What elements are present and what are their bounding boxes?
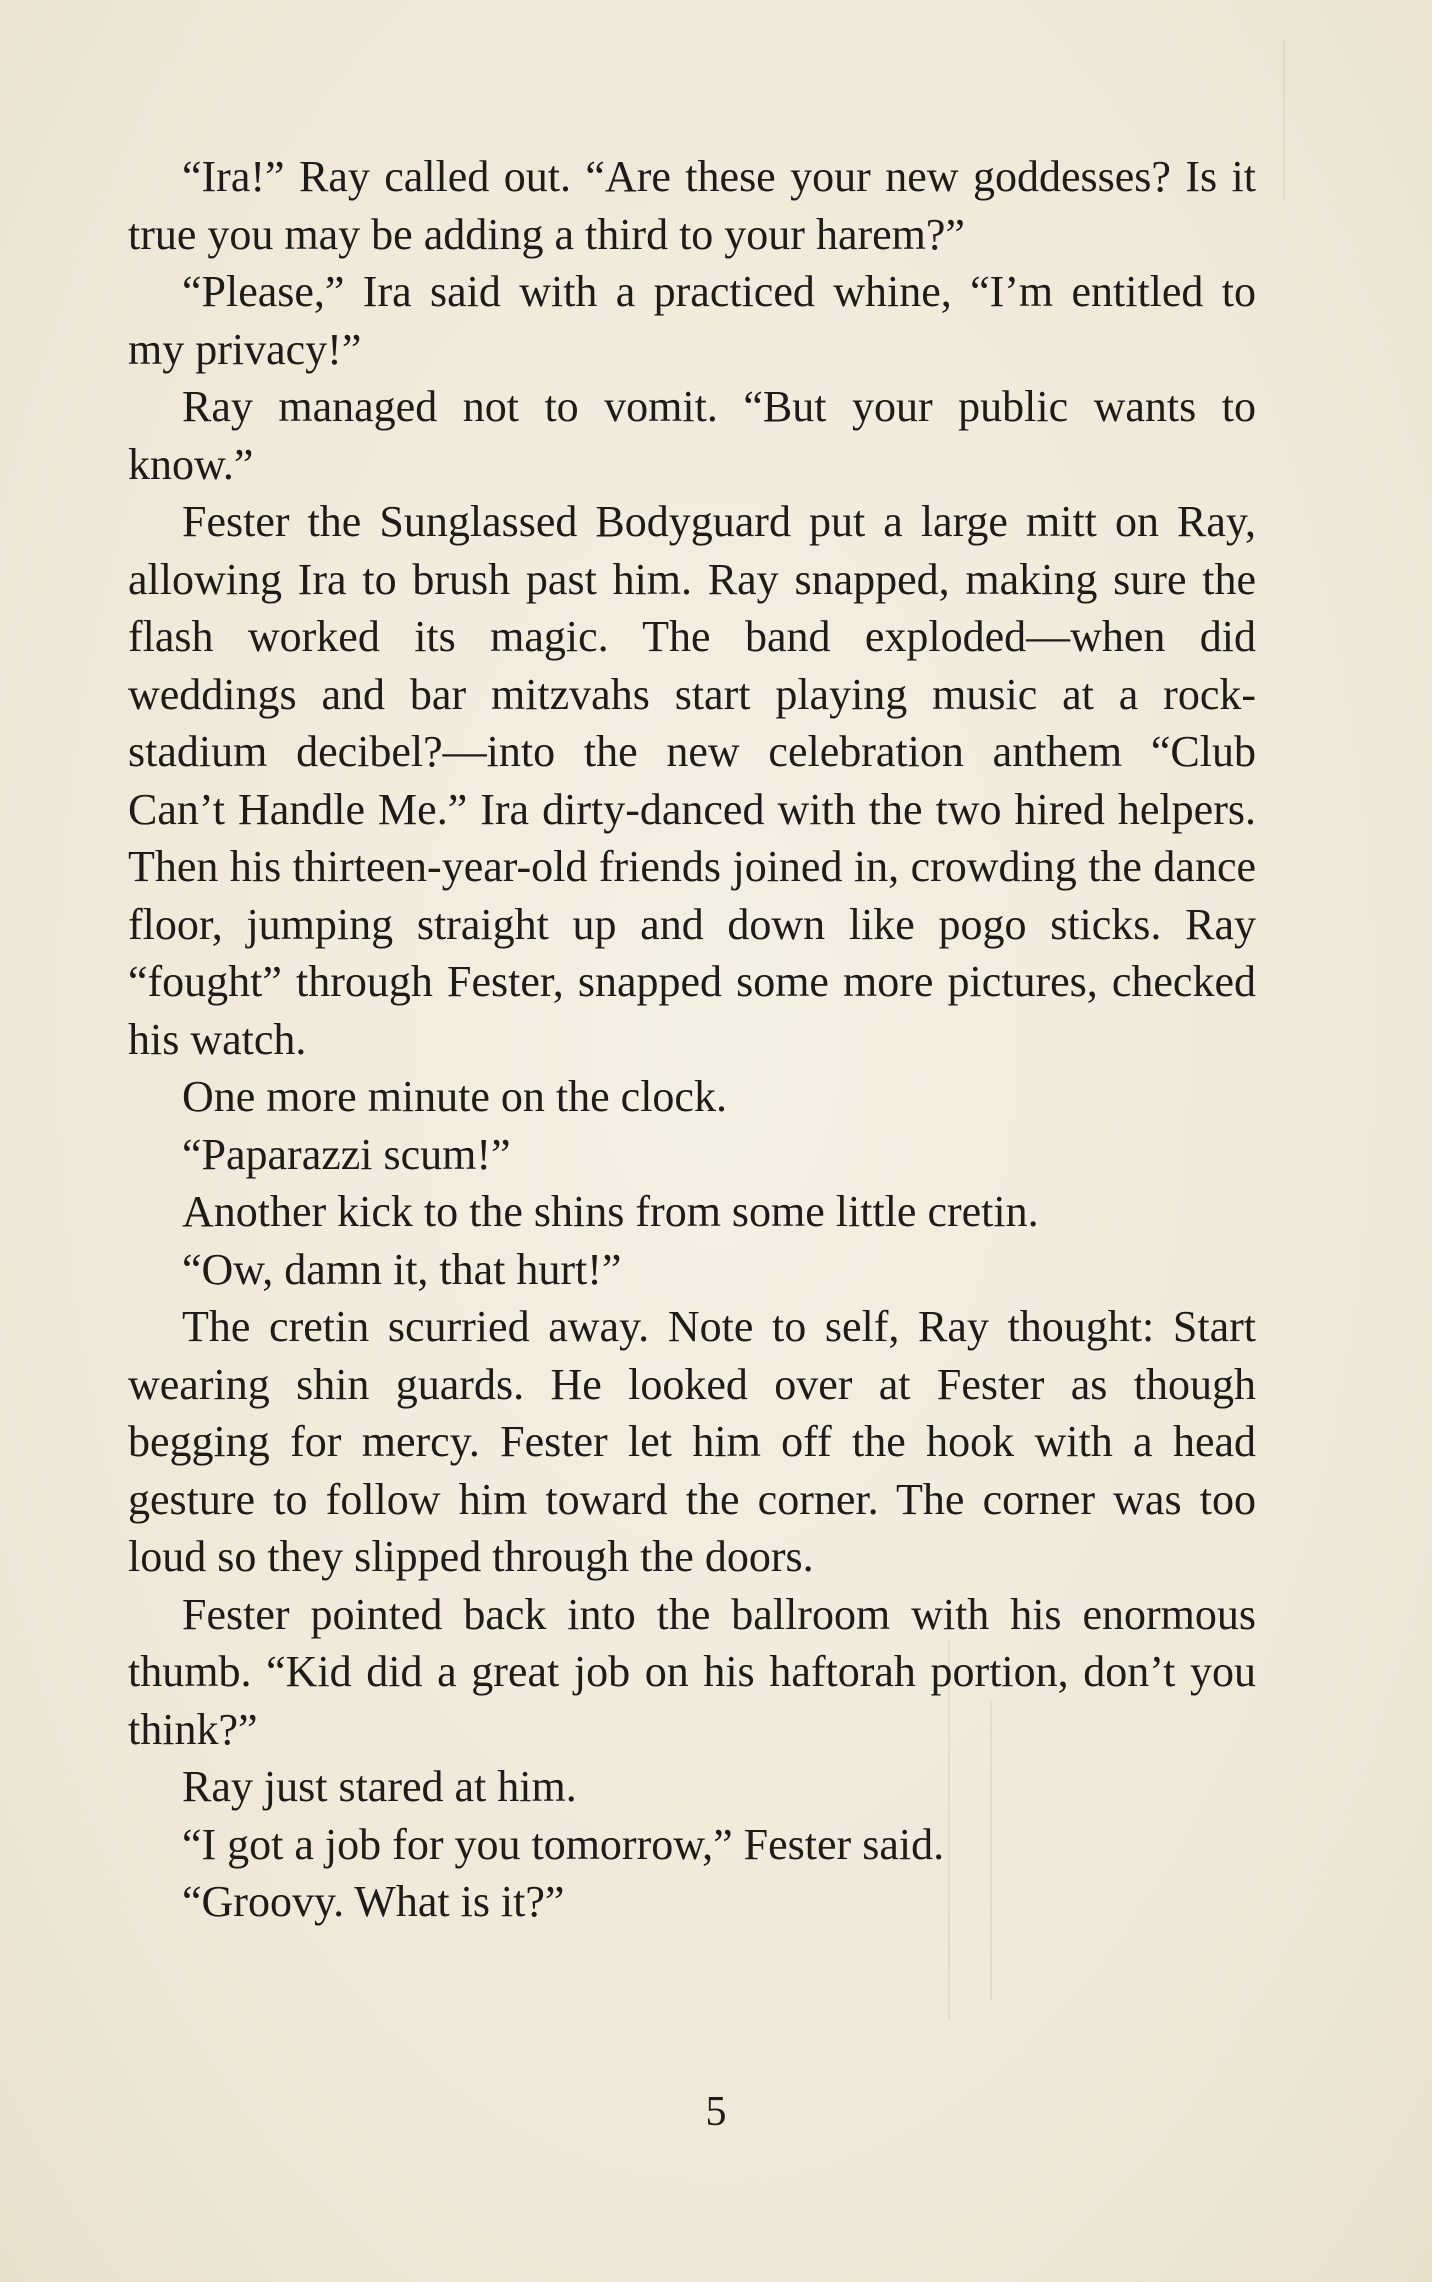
paragraph: Fester the Sunglassed Bodyguard put a large mitt on Ray, allowing Ira to brush past him. Ray snapped, making sure the flash worked its magic. The band exploded—when did weddings and bar mitzvahs start playing music at a rock-stadium decibel?—into the new celebration anthem “Club Can’t Handle Me.” Ira dirty-danced with the two hired helpers. Then his thirteen-year-old friends joined in, crowding the dance floor, jumping straight up and down like pogo sticks. Ray “fought” through Fester, snapped some more pictures, checked his watch. — [128, 497, 1256, 1064]
paragraph: The cretin scurried away. Note to self, Ray thought: Start wearing shin guards. He looked over at Fester as though begging for mercy. Fester let him off the hook with a head gesture to follow him toward the corner. The corner was too loud so they slipped through the doors. — [128, 1302, 1256, 1581]
paragraph: Ray just stared at him. — [182, 1762, 577, 1811]
body-text — [128, 148, 1256, 1931]
page-number: 5 — [705, 2089, 727, 2135]
paragraph: “Please,” Ira said with a practiced whine, “I’m entitled to my privacy!” — [128, 267, 1256, 374]
paragraph: “Ira!” Ray called out. “Are these your new goddesses? Is it true you may be adding a third to your harem?” — [128, 152, 1256, 259]
paragraph: Fester pointed back into the ballroom with his enormous thumb. “Kid did a great job on his haftorah portion, don’t you think?” — [128, 1589, 1256, 1754]
paragraph: Ray managed not to vomit. “But your public wants to know.” — [128, 382, 1256, 489]
paragraph: Another kick to the shins from some little cretin. — [182, 1187, 1039, 1236]
show-through-line — [1283, 40, 1285, 200]
paragraph: “Groovy. What is it?” — [182, 1877, 565, 1926]
paragraph: One more minute on the clock. — [182, 1072, 727, 1121]
paragraph: “Ow, damn it, that hurt!” — [182, 1244, 622, 1294]
paragraph: “I got a job for you tomorrow,” Fester said. — [182, 1819, 945, 1869]
paragraph: “Paparazzi scum!” — [182, 1129, 511, 1179]
